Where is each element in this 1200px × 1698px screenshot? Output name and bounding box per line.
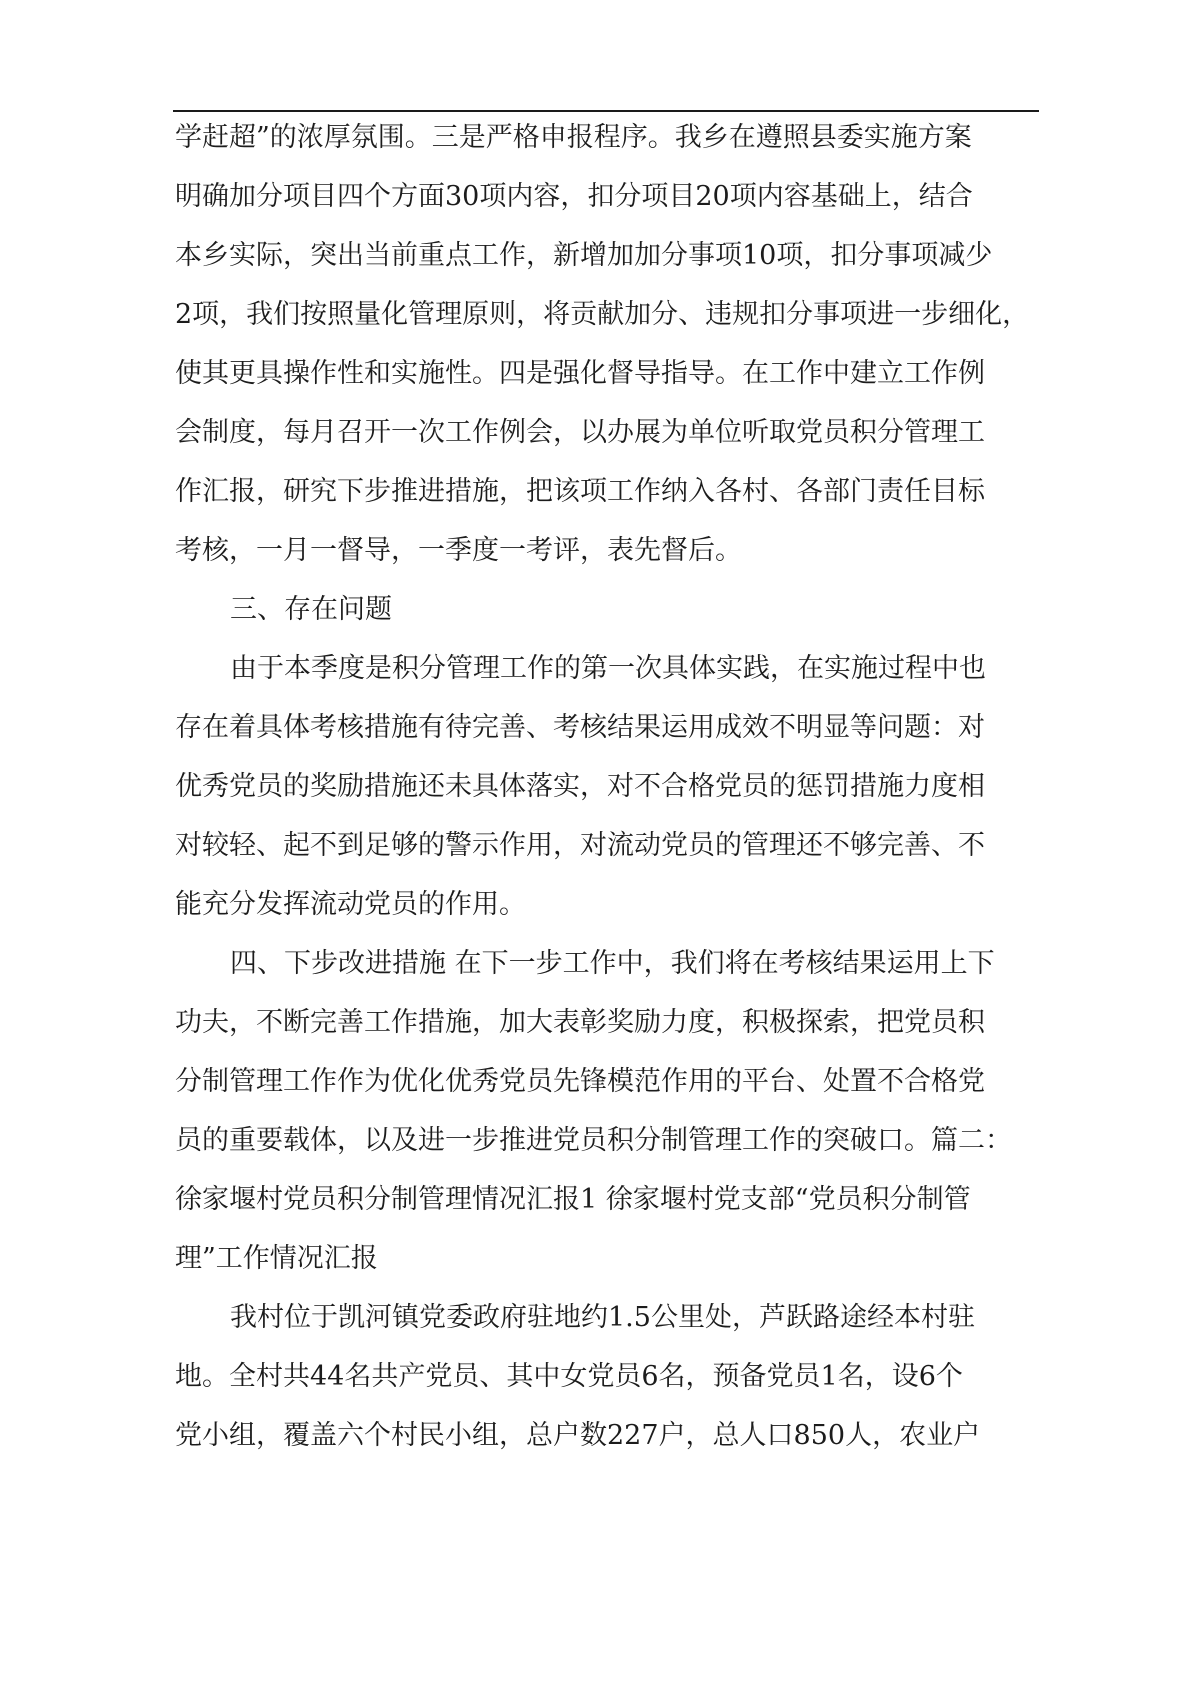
text-line: 作汇报，研究下步推进措施，把该项工作纳入各村、各部门责任目标 [175,476,985,507]
text-line: 四、下步改进措施 在下一步工作中，我们将在考核结果运用上下 [230,948,995,979]
text-line: 由于本季度是积分管理工作的第一次具体实践，在实施过程中也 [230,653,986,684]
text-line: 优秀党员的奖励措施还未具体落实，对不合格党员的惩罚措施力度相 [175,771,985,802]
text-line: 会制度，每月召开一次工作例会，以办展为单位听取党员积分管理工 [175,417,985,448]
text-line: 徐家堰村党员积分制管理情况汇报1 徐家堰村党支部“党员积分制管 [175,1184,971,1215]
text-line: 本乡实际，突出当前重点工作，新增加加分事项10项，扣分事项减少 [175,240,993,271]
header-rule [173,110,1039,112]
text-line: 能充分发挥流动党员的作用。 [175,889,526,920]
text-line: 功夫，不断完善工作措施，加大表彰奖励力度，积极探索，把党员积 [175,1007,985,1038]
text-line: 学赶超”的浓厚氛围。三是严格申报程序。我乡在遵照县委实施方案 [175,122,972,153]
text-line: 我村位于凯河镇党委政府驻地约1.5公里处，芦跃路途经本村驻 [230,1302,975,1333]
text-line: 对较轻、起不到足够的警示作用，对流动党员的管理还不够完善、不 [175,830,985,861]
text-line: 考核，一月一督导，一季度一考评，表先督后。 [175,535,742,566]
text-line: 明确加分项目四个方面30项内容，扣分项目20项内容基础上，结合 [175,181,973,212]
text-line: 分制管理工作作为优化优秀党员先锋模范作用的平台、处置不合格党 [175,1066,985,1097]
text-line: 使其更具操作性和实施性。四是强化督导指导。在工作中建立工作例 [175,358,985,389]
text-line: 地。全村共44名共产党员、其中女党员6名，预备党员1名，设6个 [175,1361,963,1392]
text-line: 存在着具体考核措施有待完善、考核结果运用成效不明显等问题：对 [175,712,985,743]
text-line: 员的重要载体，以及进一步推进党员积分制管理工作的突破口。篇二： [175,1125,1012,1156]
section-heading: 三、存在问题 [230,594,392,625]
text-line: 理”工作情况汇报 [175,1243,378,1274]
text-line: 2项，我们按照量化管理原则，将贡献加分、违规扣分事项进一步细化， [175,299,1030,330]
text-line: 党小组，覆盖六个村民小组，总户数227户，总人口850人，农业户 [175,1420,981,1451]
